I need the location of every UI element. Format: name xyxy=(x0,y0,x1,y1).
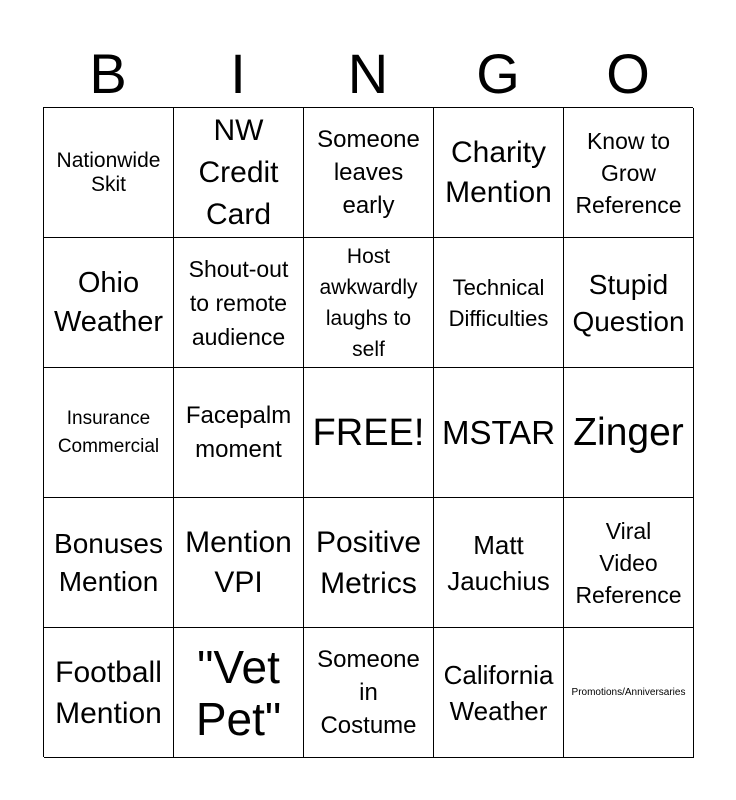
cell-label: Insurance Commercial xyxy=(57,407,160,457)
bingo-cell[interactable] xyxy=(304,368,434,498)
bingo-cell[interactable] xyxy=(304,628,434,758)
bingo-cell[interactable] xyxy=(44,238,174,368)
bingo-cell[interactable] xyxy=(174,628,304,758)
cell-label: Know to Grow Reference xyxy=(575,127,682,218)
header-letter-n: N xyxy=(347,42,389,105)
header-letter-o: O xyxy=(606,42,650,105)
bingo-cell[interactable] xyxy=(564,108,694,238)
cell-label: Promotions/Anniversaries xyxy=(571,686,686,698)
header-letter-g: G xyxy=(476,42,520,105)
cell-label: Technical Difficulties xyxy=(448,274,549,331)
cell-label: Matt Jauchius xyxy=(447,529,550,596)
bingo-board xyxy=(43,107,693,757)
header-letter-i: I xyxy=(230,42,246,105)
cell-label: Ohio Weather xyxy=(53,266,164,338)
cell-label: Viral Video Reference xyxy=(575,517,682,608)
bingo-cell[interactable] xyxy=(434,368,564,498)
bingo-cell[interactable] xyxy=(174,498,304,628)
cell-label: Charity Mention xyxy=(445,135,552,209)
cell-label: Stupid Question xyxy=(572,268,685,337)
cell-label: Someone leaves early xyxy=(317,126,420,219)
bingo-header xyxy=(43,40,693,108)
bingo-cell[interactable] xyxy=(44,628,174,758)
bingo-cell[interactable] xyxy=(44,368,174,498)
cell-label: Nationwide Skit xyxy=(56,148,161,196)
cell-label: "Vet Pet" xyxy=(195,640,282,745)
bingo-cell[interactable] xyxy=(44,498,174,628)
bingo-cell[interactable] xyxy=(434,628,564,758)
cell-label: Facepalm moment xyxy=(185,401,292,463)
cell-label: Zinger xyxy=(573,410,684,454)
cell-label: Someone in Costume xyxy=(317,646,420,739)
bingo-cell[interactable] xyxy=(304,498,434,628)
bingo-cell[interactable] xyxy=(174,238,304,368)
cell-label: NW Credit Card xyxy=(198,113,279,231)
bingo-cell[interactable] xyxy=(564,238,694,368)
bingo-cell[interactable] xyxy=(174,108,304,238)
bingo-cell[interactable] xyxy=(564,498,694,628)
bingo-cell[interactable] xyxy=(44,108,174,238)
cell-label: Positive Metrics xyxy=(315,525,422,600)
bingo-cell[interactable] xyxy=(434,108,564,238)
cell-label: Football Mention xyxy=(55,655,162,730)
cell-label: MSTAR xyxy=(441,413,556,451)
bingo-cell[interactable] xyxy=(304,238,434,368)
cell-label: Mention VPI xyxy=(185,525,292,599)
bingo-cell[interactable] xyxy=(174,368,304,498)
bingo-cell[interactable] xyxy=(304,108,434,238)
header-letter-b: B xyxy=(89,42,127,105)
cell-label: FREE! xyxy=(312,411,425,454)
cell-label: Shout-out to remote audience xyxy=(188,255,289,350)
bingo-cell[interactable] xyxy=(434,238,564,368)
bingo-cell[interactable] xyxy=(564,628,694,758)
cell-label: California Weather xyxy=(443,659,554,726)
bingo-cell[interactable] xyxy=(564,368,694,498)
bingo-cell[interactable] xyxy=(434,498,564,628)
cell-label: Host awkwardly laughs to self xyxy=(319,244,418,361)
cell-label: Bonuses Mention xyxy=(54,527,163,597)
